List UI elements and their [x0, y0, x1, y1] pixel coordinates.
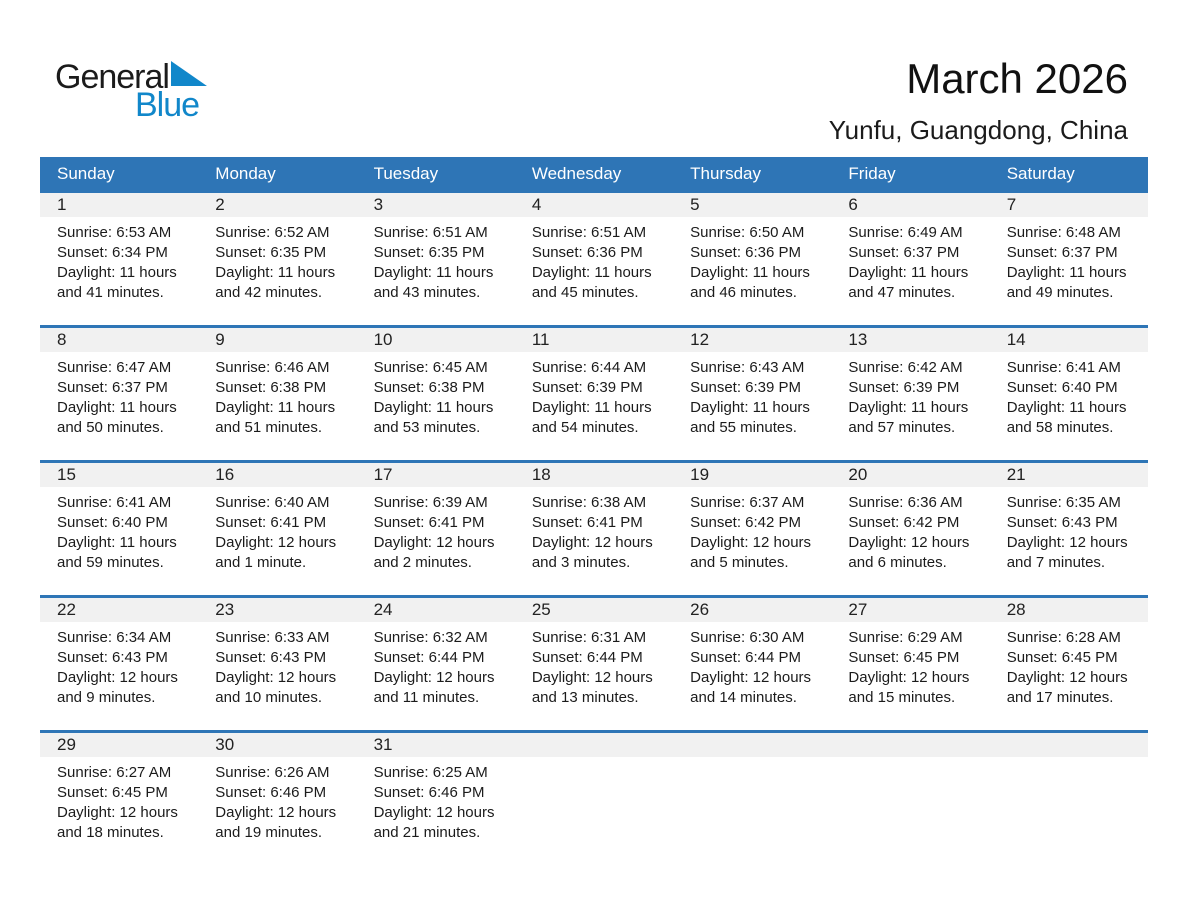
day-cell-18 — [515, 463, 673, 595]
daylight-text-line1: Daylight: 11 hours — [531, 399, 652, 416]
day-details — [40, 217, 198, 303]
sunset-text: Sunset: 6:38 PM — [215, 379, 327, 396]
daylight-text-line1: Daylight: 11 hours — [1006, 399, 1127, 416]
sunset-text: Sunset: 6:43 PM — [1006, 514, 1118, 531]
sunrise-text: Sunrise: 6:39 AM — [373, 494, 488, 511]
daylight-text-line2: and 59 minutes. — [57, 554, 164, 571]
day-details — [357, 622, 515, 708]
sunrise-text: Sunrise: 6:48 AM — [1006, 224, 1121, 241]
daylight-text-line1: Daylight: 12 hours — [373, 534, 495, 551]
day-details — [990, 352, 1148, 438]
sunset-text: Sunset: 6:39 PM — [848, 379, 960, 396]
sunrise-text: Sunrise: 6:42 AM — [848, 359, 963, 376]
sunrise-text: Sunrise: 6:43 AM — [690, 359, 805, 376]
day-cell-26 — [673, 598, 831, 730]
general-blue-logo — [55, 60, 207, 122]
sunrise-text: Sunrise: 6:29 AM — [848, 629, 963, 646]
week-row — [40, 325, 1148, 460]
day-cell-empty — [673, 733, 831, 865]
date-number: 30 — [198, 733, 356, 757]
calendar-table — [40, 157, 1148, 865]
daylight-text-line2: and 6 minutes. — [848, 554, 947, 571]
daylight-text-line1: Daylight: 11 hours — [373, 399, 494, 416]
daylight-text-line2: and 55 minutes. — [690, 419, 797, 436]
title-block — [829, 55, 1128, 146]
daylight-text-line1: Daylight: 12 hours — [531, 534, 653, 551]
day-details — [831, 217, 989, 303]
sunset-text: Sunset: 6:43 PM — [57, 649, 168, 666]
day-cell-23 — [198, 598, 356, 730]
day-details — [831, 352, 989, 438]
day-details — [357, 352, 515, 438]
sunset-text: Sunset: 6:44 PM — [690, 649, 802, 666]
day-cell-17 — [357, 463, 515, 595]
daylight-text-line1: Daylight: 11 hours — [57, 399, 177, 416]
day-details — [198, 622, 356, 708]
sunrise-text: Sunrise: 6:25 AM — [373, 764, 488, 781]
daylight-text-line1: Daylight: 12 hours — [1006, 534, 1128, 551]
daylight-text-line2: and 43 minutes. — [373, 284, 481, 301]
daylight-text-line2: and 14 minutes. — [690, 689, 797, 706]
sunrise-text: Sunrise: 6:35 AM — [1006, 494, 1121, 511]
location-subtitle: Yunfu, Guangdong, China — [828, 115, 1128, 145]
sunset-text: Sunset: 6:35 PM — [373, 244, 485, 261]
date-number: 22 — [40, 598, 198, 622]
week-row — [40, 190, 1148, 325]
daylight-text-line1: Daylight: 12 hours — [215, 669, 337, 686]
day-details — [357, 757, 515, 843]
sunrise-text: Sunrise: 6:45 AM — [373, 359, 488, 376]
daylight-text-line2: and 46 minutes. — [690, 284, 797, 301]
sunset-text: Sunset: 6:40 PM — [57, 514, 168, 531]
day-details — [198, 352, 356, 438]
sunrise-text: Sunrise: 6:28 AM — [1006, 629, 1121, 646]
weekday-header-wednesday: Wednesday — [531, 163, 622, 183]
day-cell-6 — [831, 193, 989, 325]
sunrise-text: Sunrise: 6:34 AM — [57, 629, 172, 646]
sunset-text: Sunset: 6:35 PM — [215, 244, 327, 261]
day-details — [40, 622, 198, 708]
day-cell-30 — [198, 733, 356, 865]
weekday-header-thursday: Thursday — [690, 163, 762, 183]
daylight-text-line2: and 50 minutes. — [57, 419, 164, 436]
daylight-text-line1: Daylight: 12 hours — [1006, 669, 1128, 686]
date-number: 31 — [357, 733, 515, 757]
week-row — [40, 595, 1148, 730]
sunrise-text: Sunrise: 6:46 AM — [215, 359, 330, 376]
day-cell-10 — [357, 328, 515, 460]
daylight-text-line1: Daylight: 12 hours — [215, 804, 337, 821]
daylight-text-line2: and 58 minutes. — [1006, 419, 1114, 436]
daylight-text-line1: Daylight: 12 hours — [215, 534, 337, 551]
logo-text-blue: Blue — [135, 86, 200, 124]
day-cell-13 — [831, 328, 989, 460]
sunrise-text: Sunrise: 6:37 AM — [690, 494, 805, 511]
date-number: 3 — [357, 193, 515, 217]
sunrise-text: Sunrise: 6:50 AM — [690, 224, 805, 241]
sunset-text: Sunset: 6:42 PM — [848, 514, 960, 531]
date-number: 4 — [515, 193, 673, 217]
daylight-text-line2: and 53 minutes. — [373, 419, 481, 436]
date-number — [831, 733, 989, 757]
day-details — [673, 352, 831, 438]
day-cell-3 — [357, 193, 515, 325]
date-number: 20 — [831, 463, 989, 487]
day-details — [357, 217, 515, 303]
daylight-text-line1: Daylight: 12 hours — [57, 804, 178, 821]
day-cell-15 — [40, 463, 198, 595]
day-cell-22 — [40, 598, 198, 730]
sunset-text: Sunset: 6:37 PM — [848, 244, 960, 261]
daylight-text-line1: Daylight: 12 hours — [848, 669, 970, 686]
sunrise-text: Sunrise: 6:27 AM — [57, 764, 172, 781]
day-details — [990, 217, 1148, 303]
weekday-header-sunday: Sunday — [57, 163, 115, 183]
daylight-text-line2: and 47 minutes. — [848, 284, 956, 301]
day-details — [515, 217, 673, 303]
daylight-text-line1: Daylight: 12 hours — [690, 669, 812, 686]
day-details — [990, 487, 1148, 573]
sunrise-text: Sunrise: 6:40 AM — [215, 494, 330, 511]
month-year-title: March 2026 — [906, 55, 1128, 102]
daylight-text-line2: and 11 minutes. — [373, 689, 480, 706]
sunrise-text: Sunrise: 6:49 AM — [848, 224, 963, 241]
daylight-text-line2: and 51 minutes. — [215, 419, 323, 436]
sunrise-text: Sunrise: 6:51 AM — [373, 224, 488, 241]
weekday-header-saturday: Saturday — [1006, 163, 1075, 183]
date-number: 21 — [990, 463, 1148, 487]
sunrise-text: Sunrise: 6:44 AM — [531, 359, 647, 376]
sunrise-text: Sunrise: 6:41 AM — [1006, 359, 1121, 376]
date-number: 14 — [990, 328, 1148, 352]
sunrise-text: Sunrise: 6:36 AM — [848, 494, 963, 511]
date-number: 13 — [831, 328, 989, 352]
day-cell-2 — [198, 193, 356, 325]
date-number: 24 — [357, 598, 515, 622]
sunset-text: Sunset: 6:34 PM — [57, 244, 168, 261]
day-cell-19 — [673, 463, 831, 595]
day-cell-31 — [357, 733, 515, 865]
weekday-header-monday: Monday — [215, 163, 276, 183]
day-details — [198, 217, 356, 303]
date-number: 16 — [198, 463, 356, 487]
sunrise-text: Sunrise: 6:33 AM — [215, 629, 330, 646]
logo-text-general: General — [55, 58, 169, 96]
sunset-text: Sunset: 6:41 PM — [531, 514, 643, 531]
day-details — [198, 487, 356, 573]
sunset-text: Sunset: 6:39 PM — [690, 379, 802, 396]
daylight-text-line1: Daylight: 12 hours — [848, 534, 970, 551]
daylight-text-line2: and 5 minutes. — [690, 554, 789, 571]
daylight-text-line1: Daylight: 11 hours — [848, 264, 969, 281]
weekday-header-tuesday: Tuesday — [373, 163, 439, 183]
sunset-text: Sunset: 6:42 PM — [690, 514, 802, 531]
logo-triangle-icon — [171, 61, 207, 86]
day-details — [673, 217, 831, 303]
day-cell-empty — [831, 733, 989, 865]
weekday-header-row — [40, 157, 1148, 190]
day-cell-7 — [990, 193, 1148, 325]
sunrise-text: Sunrise: 6:31 AM — [531, 629, 647, 646]
sunset-text: Sunset: 6:40 PM — [1006, 379, 1118, 396]
day-cell-1 — [40, 193, 198, 325]
daylight-text-line2: and 45 minutes. — [531, 284, 639, 301]
daylight-text-line1: Daylight: 11 hours — [215, 399, 336, 416]
sunset-text: Sunset: 6:36 PM — [690, 244, 802, 261]
date-number — [990, 733, 1148, 757]
day-details — [515, 487, 673, 573]
day-cell-4 — [515, 193, 673, 325]
date-number: 18 — [515, 463, 673, 487]
daylight-text-line1: Daylight: 11 hours — [57, 264, 177, 281]
day-details — [673, 622, 831, 708]
date-number: 11 — [515, 328, 673, 352]
date-number: 10 — [357, 328, 515, 352]
daylight-text-line1: Daylight: 11 hours — [57, 534, 177, 551]
day-details — [40, 757, 198, 843]
date-number: 8 — [40, 328, 198, 352]
day-cell-16 — [198, 463, 356, 595]
sunset-text: Sunset: 6:38 PM — [373, 379, 485, 396]
sunset-text: Sunset: 6:43 PM — [215, 649, 327, 666]
date-number: 29 — [40, 733, 198, 757]
sunrise-text: Sunrise: 6:30 AM — [690, 629, 805, 646]
day-cell-5 — [673, 193, 831, 325]
daylight-text-line2: and 15 minutes. — [848, 689, 956, 706]
day-cell-20 — [831, 463, 989, 595]
sunset-text: Sunset: 6:45 PM — [1006, 649, 1118, 666]
day-cell-14 — [990, 328, 1148, 460]
daylight-text-line2: and 57 minutes. — [848, 419, 956, 436]
daylight-text-line1: Daylight: 11 hours — [215, 264, 336, 281]
date-number: 15 — [40, 463, 198, 487]
week-row — [40, 460, 1148, 595]
date-number: 27 — [831, 598, 989, 622]
sunset-text: Sunset: 6:41 PM — [215, 514, 327, 531]
daylight-text-line2: and 9 minutes. — [57, 689, 156, 706]
sunset-text: Sunset: 6:44 PM — [373, 649, 485, 666]
date-number: 28 — [990, 598, 1148, 622]
date-number — [515, 733, 673, 757]
day-cell-9 — [198, 328, 356, 460]
sunrise-text: Sunrise: 6:32 AM — [373, 629, 488, 646]
day-details — [990, 622, 1148, 708]
daylight-text-line2: and 54 minutes. — [531, 419, 639, 436]
date-number: 1 — [40, 193, 198, 217]
sunset-text: Sunset: 6:46 PM — [373, 784, 485, 801]
date-number: 5 — [673, 193, 831, 217]
daylight-text-line1: Daylight: 12 hours — [57, 669, 178, 686]
day-details — [673, 487, 831, 573]
day-cell-12 — [673, 328, 831, 460]
daylight-text-line2: and 7 minutes. — [1006, 554, 1106, 571]
sunrise-text: Sunrise: 6:53 AM — [57, 224, 172, 241]
date-number: 6 — [831, 193, 989, 217]
day-cell-empty — [990, 733, 1148, 865]
day-details — [831, 487, 989, 573]
sunrise-text: Sunrise: 6:38 AM — [531, 494, 647, 511]
daylight-text-line1: Daylight: 11 hours — [531, 264, 652, 281]
week-row — [40, 730, 1148, 865]
date-number: 2 — [198, 193, 356, 217]
sunset-text: Sunset: 6:45 PM — [848, 649, 960, 666]
daylight-text-line2: and 10 minutes. — [215, 689, 323, 706]
day-details — [198, 757, 356, 843]
sunrise-text: Sunrise: 6:47 AM — [57, 359, 172, 376]
date-number: 12 — [673, 328, 831, 352]
daylight-text-line1: Daylight: 11 hours — [373, 264, 494, 281]
daylight-text-line1: Daylight: 12 hours — [373, 669, 495, 686]
daylight-text-line1: Daylight: 11 hours — [690, 399, 810, 416]
sunrise-text: Sunrise: 6:26 AM — [215, 764, 330, 781]
day-cell-8 — [40, 328, 198, 460]
daylight-text-line1: Daylight: 12 hours — [531, 669, 653, 686]
date-number: 7 — [990, 193, 1148, 217]
daylight-text-line2: and 41 minutes. — [57, 284, 164, 301]
page-header — [0, 0, 1188, 157]
sunset-text: Sunset: 6:37 PM — [1006, 244, 1118, 261]
daylight-text-line2: and 2 minutes. — [373, 554, 472, 571]
day-details — [831, 622, 989, 708]
sunrise-text: Sunrise: 6:52 AM — [215, 224, 330, 241]
day-cell-25 — [515, 598, 673, 730]
sunset-text: Sunset: 6:46 PM — [215, 784, 327, 801]
weeks-container — [40, 190, 1148, 865]
day-cell-29 — [40, 733, 198, 865]
sunset-text: Sunset: 6:39 PM — [531, 379, 643, 396]
daylight-text-line2: and 42 minutes. — [215, 284, 323, 301]
daylight-text-line2: and 13 minutes. — [531, 689, 639, 706]
date-number: 9 — [198, 328, 356, 352]
date-number — [673, 733, 831, 757]
sunset-text: Sunset: 6:41 PM — [373, 514, 485, 531]
daylight-text-line2: and 1 minute. — [215, 554, 307, 571]
day-cell-27 — [831, 598, 989, 730]
day-cell-21 — [990, 463, 1148, 595]
day-details — [40, 352, 198, 438]
daylight-text-line1: Daylight: 12 hours — [690, 534, 812, 551]
sunset-text: Sunset: 6:37 PM — [57, 379, 168, 396]
day-details — [40, 487, 198, 573]
sunset-text: Sunset: 6:36 PM — [531, 244, 643, 261]
day-details — [357, 487, 515, 573]
sunset-text: Sunset: 6:45 PM — [57, 784, 168, 801]
weekday-header-friday: Friday — [848, 163, 896, 183]
daylight-text-line2: and 3 minutes. — [531, 554, 631, 571]
daylight-text-line1: Daylight: 11 hours — [1006, 264, 1127, 281]
sunrise-text: Sunrise: 6:41 AM — [57, 494, 172, 511]
day-cell-11 — [515, 328, 673, 460]
day-cell-28 — [990, 598, 1148, 730]
sunrise-text: Sunrise: 6:51 AM — [531, 224, 647, 241]
daylight-text-line1: Daylight: 12 hours — [373, 804, 495, 821]
day-details — [515, 352, 673, 438]
date-number: 23 — [198, 598, 356, 622]
date-number: 25 — [515, 598, 673, 622]
day-details — [515, 622, 673, 708]
daylight-text-line1: Daylight: 11 hours — [848, 399, 969, 416]
daylight-text-line2: and 17 minutes. — [1006, 689, 1114, 706]
daylight-text-line2: and 21 minutes. — [373, 824, 481, 841]
daylight-text-line2: and 18 minutes. — [57, 824, 164, 841]
date-number: 26 — [673, 598, 831, 622]
daylight-text-line2: and 19 minutes. — [215, 824, 323, 841]
day-cell-24 — [357, 598, 515, 730]
date-number: 17 — [357, 463, 515, 487]
daylight-text-line1: Daylight: 11 hours — [690, 264, 810, 281]
sunset-text: Sunset: 6:44 PM — [531, 649, 643, 666]
daylight-text-line2: and 49 minutes. — [1006, 284, 1114, 301]
day-cell-empty — [515, 733, 673, 865]
date-number: 19 — [673, 463, 831, 487]
